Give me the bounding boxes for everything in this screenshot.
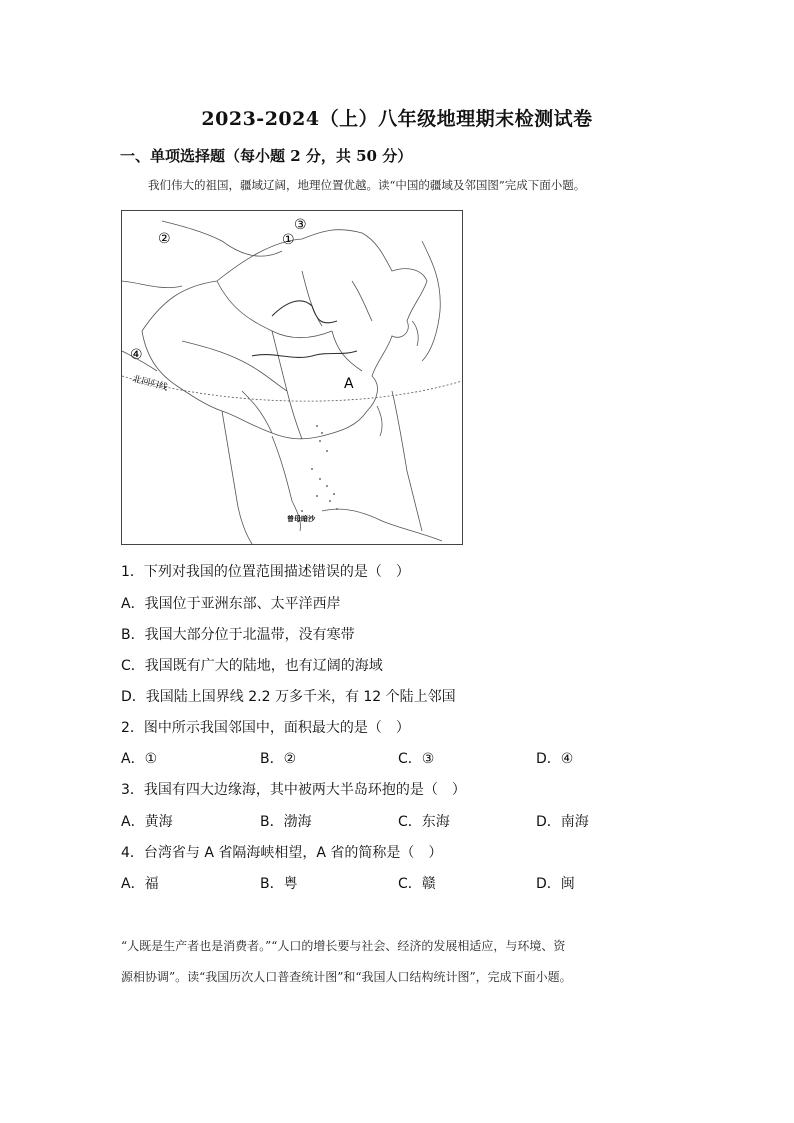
china-border	[142, 230, 427, 439]
label-3: ③	[294, 217, 307, 233]
tropic-line	[122, 376, 462, 401]
label-1: ①	[282, 232, 295, 248]
q3-option-d: D．南海	[536, 814, 589, 830]
question-4: 4．台湾省与 A 省隔海峡相望，A 省的简称是（ ）	[121, 845, 443, 861]
q2-option-a: A．①	[121, 751, 158, 767]
q4-option-c: C．赣	[398, 876, 436, 892]
label-a: A	[344, 376, 354, 392]
q2-option-c: C．③	[398, 751, 435, 767]
intro2-line2: 源相协调”。读“我国历次人口普查统计图”和“我国人口结构统计图”，完成下面小题。	[121, 970, 572, 984]
yellow-river	[272, 301, 337, 323]
q1-option-a: A．我国位于亚洲东部、太平洋西岸	[121, 596, 341, 612]
shoal-label: 曾母暗沙	[287, 515, 315, 523]
q3-option-c: C．东海	[398, 814, 450, 830]
map-svg	[122, 211, 462, 544]
intro2-line1: “人既是生产者也是消费者。”“人口的增长要与社会、经济的发展相适应，与环境、资	[121, 939, 566, 953]
q1-option-d: D．我国陆上国界线 2.2 万多千米，有 12 个陆上邻国	[121, 689, 456, 705]
q1-option-b: B．我国大部分位于北温带，没有寒带	[121, 627, 355, 643]
q4-option-a: A．福	[121, 876, 159, 892]
q3-option-a: A．黄海	[121, 814, 173, 830]
question-3: 3．我国有四大边缘海，其中被两大半岛环抱的是（ ）	[121, 782, 466, 798]
question-1: 1．下列对我国的位置范围描述错误的是（ ）	[121, 564, 410, 580]
label-2: ②	[158, 231, 171, 247]
question-2: 2．图中所示我国邻国中，面积最大的是（ ）	[121, 720, 410, 736]
page-title: 2023-2024（上）八年级地理期末检测试卷	[201, 108, 593, 130]
q1-option-c: C．我国既有广大的陆地，也有辽阔的海域	[121, 658, 383, 674]
q4-option-b: B．粤	[260, 876, 298, 892]
q2-option-b: B．②	[260, 751, 297, 767]
intro-text: 我们伟大的祖国，疆域辽阔，地理位置优越。读“中国的疆域及邻国图”完成下面小题。	[148, 178, 586, 192]
tropic-label: 北回归线	[131, 374, 169, 394]
q3-option-b: B．渤海	[260, 814, 312, 830]
label-4: ④	[130, 347, 143, 363]
section-heading: 一、单项选择题（每小题 2 分，共 50 分）	[120, 147, 413, 165]
q4-option-d: D．闽	[536, 876, 575, 892]
china-territory-map	[121, 210, 463, 545]
q2-option-d: D．④	[536, 751, 574, 767]
